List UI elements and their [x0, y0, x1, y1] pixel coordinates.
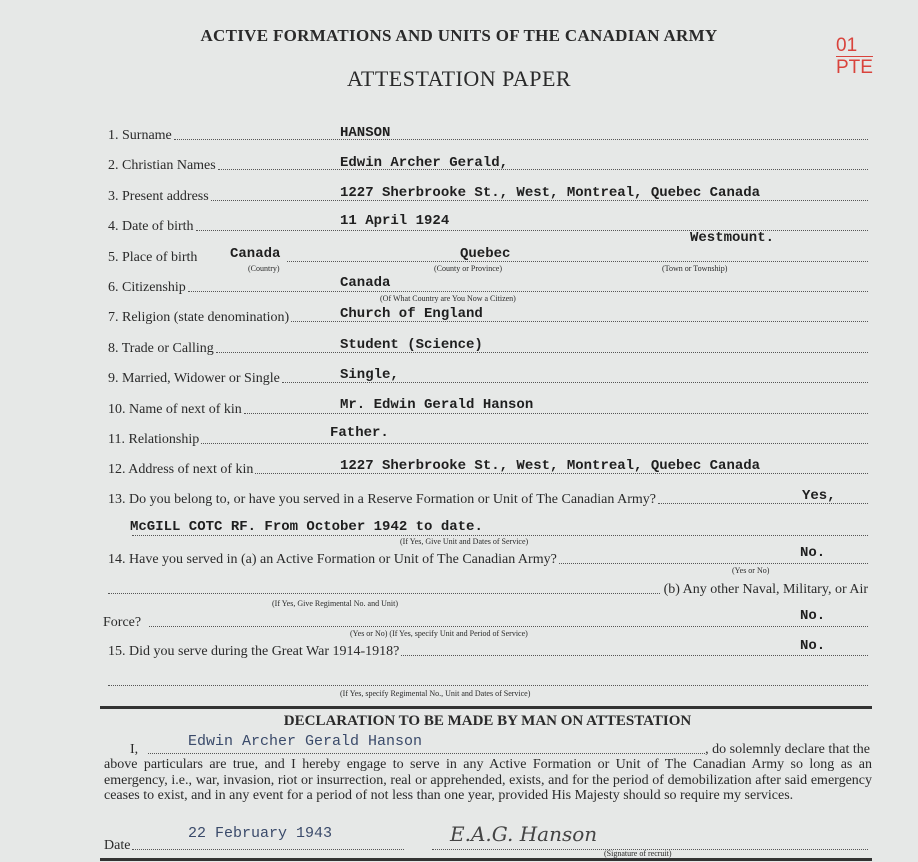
divider: [100, 858, 872, 861]
birth-province: Quebec: [460, 246, 511, 262]
field-label: 1. Surname: [108, 128, 172, 143]
caption: (Country): [248, 264, 280, 273]
field-citizenship: [108, 276, 868, 296]
field-trade: [108, 337, 868, 357]
field-surname: [108, 124, 868, 144]
caption: (Yes or No) (If Yes, specify Unit and Period of Service): [350, 629, 528, 638]
field-label: , do solemnly declare that the: [705, 742, 870, 757]
field-label: 4. Date of birth: [108, 219, 194, 234]
declaration-text: above particulars are true, and I hereby engage to serve in any Active Formation or Unit of The Canadian Army so long as an emergency, i.e., war, invasion, riot or insurrection, real or apprehended, exists, and for the period of demobilization after said emergency ceases to exist, and in any event for a period of not less than one year, provided His Majesty should so require my services.: [104, 757, 872, 803]
caption: (Signature of recruit): [604, 849, 672, 858]
question-14b: [108, 578, 868, 598]
annotation-rank: $\overline{PTE}$: [836, 57, 873, 78]
field-label: 10. Name of next of kin: [108, 402, 242, 417]
field-value: 1227 Sherbrooke St., West, Montreal, Quebec Canada: [340, 185, 761, 201]
field-value: Father.: [330, 425, 389, 441]
field-label: 11. Relationship: [108, 432, 200, 447]
field-label: 13. Do you belong to, or have you served in a Reserve Formation or Unit of The Canadian Army?: [108, 492, 656, 507]
field-marital: [108, 367, 868, 387]
field-label: Date: [104, 838, 131, 853]
field-label: 12. Address of next of kin: [108, 462, 254, 477]
field-label: I,: [130, 742, 139, 757]
field-label: 8. Trade or Calling: [108, 341, 214, 356]
question-13: [108, 488, 868, 508]
field-value: 11 April 1924: [340, 213, 450, 229]
caption: (If Yes, Give Regimental No. and Unit): [272, 599, 398, 608]
caption: (Yes or No): [732, 566, 770, 575]
form-header: ACTIVE FORMATIONS AND UNITS OF THE CANADIAN ARMY: [200, 26, 718, 45]
question-14-force: [103, 611, 868, 631]
field-value: Student (Science): [340, 337, 483, 353]
field-value: Mr. Edwin Gerald Hanson: [340, 397, 534, 413]
field-label: 9. Married, Widower or Single: [108, 371, 280, 386]
recruit-signature: E.A.G. Hanson: [450, 822, 598, 846]
question-14a: [108, 548, 868, 568]
field-value: 1227 Sherbrooke St., West, Montreal, Quebec Canada: [340, 458, 761, 474]
q14-force-answer: No.: [800, 608, 826, 624]
field-relationship: [108, 428, 868, 448]
declaration-title: DECLARATION TO BE MADE BY MAN ON ATTESTATION: [283, 713, 692, 729]
field-value: Single,: [340, 367, 399, 383]
annotation-number: 01: [836, 35, 858, 56]
field-label: 7. Religion (state denomination): [108, 310, 290, 325]
birth-country: Canada: [230, 246, 281, 262]
caption: (If Yes, specify Regimental No., Unit and Dates of Service): [340, 689, 531, 698]
caption: (County or Province): [434, 264, 502, 273]
q15-detail-line: [108, 670, 868, 690]
q13-answer: Yes,: [802, 488, 836, 504]
question-15: [108, 640, 868, 660]
field-label: 15. Did you serve during the Great War 1914-1918?: [108, 644, 400, 659]
birth-town: Westmount.: [690, 230, 775, 246]
field-label: Force?: [103, 615, 142, 630]
field-label: 2. Christian Names: [108, 158, 216, 173]
declarant-name: Edwin Archer Gerald Hanson: [188, 733, 423, 750]
caption: (Of What Country are You Now a Citizen): [380, 294, 516, 303]
divider: [100, 706, 872, 709]
field-value: Canada: [340, 275, 391, 291]
caption: (If Yes, Give Unit and Dates of Service): [400, 537, 529, 546]
field-label: 6. Citizenship: [108, 280, 186, 295]
field-label: 14. Have you served in (a) an Active Formation or Unit of The Canadian Army?: [108, 552, 557, 567]
field-value: Church of England: [340, 306, 483, 322]
declaration-date: 22 February 1943: [188, 825, 333, 842]
q14-answer: No.: [800, 545, 826, 561]
q15-answer: No.: [800, 638, 826, 654]
field-value: Edwin Archer Gerald,: [340, 155, 509, 171]
q13-detail: McGILL COTC RF. From October 1942 to date.: [130, 519, 483, 535]
field-religion: [108, 306, 868, 326]
caption: (Town or Township): [662, 264, 728, 273]
field-label: 5. Place of birth: [108, 250, 198, 265]
field-label: 3. Present address: [108, 189, 209, 204]
field-label: (b) Any other Naval, Military, or Air: [663, 582, 868, 597]
form-title: ATTESTATION PAPER: [346, 66, 572, 91]
field-value: HANSON: [340, 125, 391, 141]
